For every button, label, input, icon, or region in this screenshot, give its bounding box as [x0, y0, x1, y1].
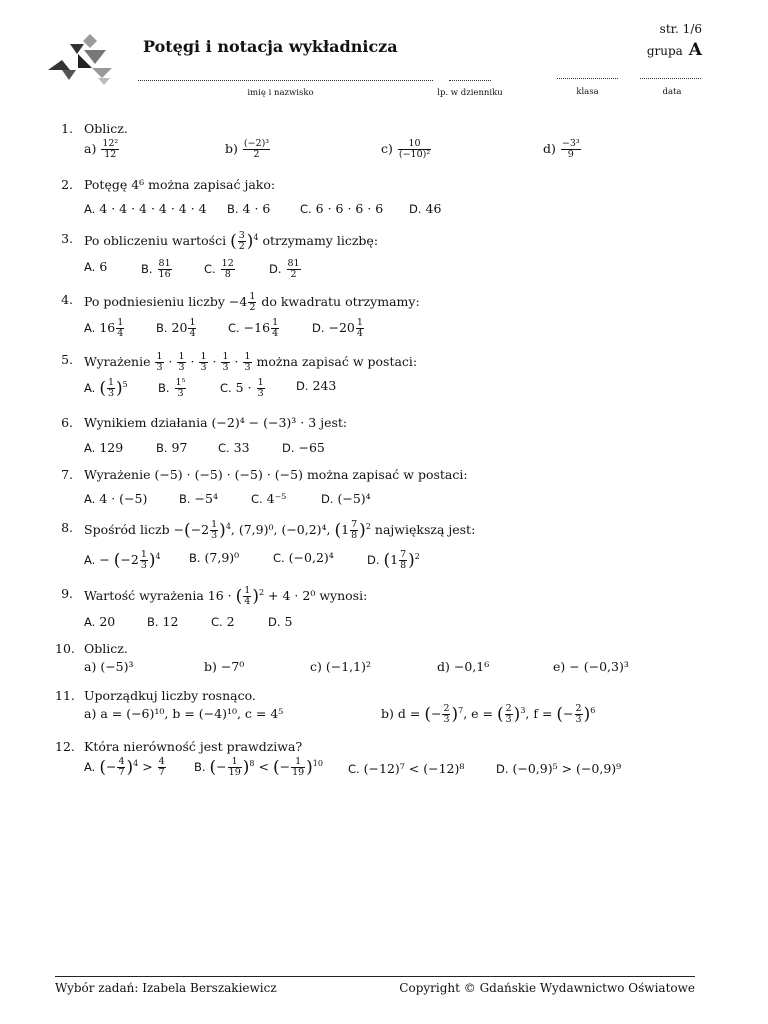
fraction-denominator: 19: [292, 766, 305, 778]
option-label: d): [437, 659, 450, 674]
option-value: −65: [298, 440, 325, 455]
fraction-denominator: 4: [117, 327, 124, 339]
option-letter: A.: [84, 552, 96, 567]
dot-operator: ·: [168, 353, 173, 369]
option-letter: D.: [321, 492, 334, 506]
option-letter: D.: [367, 552, 380, 567]
question-text: Po obliczeniu wartości: [84, 232, 227, 248]
variable-label: , e =: [463, 705, 497, 721]
option-value: 6: [99, 259, 108, 274]
fraction-denominator: 3: [211, 529, 218, 541]
option-letter: B.: [227, 202, 239, 216]
option-letter: A.: [84, 441, 96, 455]
option-value: 4 · 4 · 4 · 4 · 4 · 4: [99, 201, 207, 216]
question-text: Wartość wyrażenia: [84, 587, 204, 603]
option-label: d): [543, 140, 556, 156]
option-value: −7⁰: [220, 659, 245, 674]
fraction-numerator: 2: [575, 703, 582, 714]
fraction-numerator: 2: [443, 703, 450, 714]
option-value: 20: [99, 614, 116, 629]
footer-author: Wybór zadań: Izabela Berszakiewicz: [55, 981, 277, 995]
fraction-numerator: 1: [211, 519, 218, 530]
question-7: [55, 467, 715, 507]
fraction-denominator: 4: [272, 327, 279, 339]
option-value: (−5)³: [100, 659, 134, 674]
fraction-numerator: 1: [244, 351, 251, 362]
option-letter: B.: [156, 441, 168, 455]
exponent: 8: [249, 758, 255, 768]
option-letter: C.: [204, 261, 216, 276]
fraction-numerator: 1: [272, 317, 279, 328]
math-expression: 16 ·: [207, 587, 232, 603]
question-number: 7.: [61, 467, 73, 482]
option-letter: B.: [179, 492, 191, 506]
option-label: b): [204, 659, 217, 674]
fraction-numerator: 10: [398, 139, 431, 150]
option-value: 129: [99, 440, 124, 455]
comparison-sign: <: [258, 758, 269, 774]
option-value: 12: [162, 614, 179, 629]
question-text: Po podniesieniu liczby: [84, 293, 225, 309]
fraction-denominator: 12: [104, 148, 117, 160]
fraction-denominator: (−10)²: [398, 148, 431, 160]
question-text: Uporządkuj liczby rosnąco.: [84, 688, 256, 703]
minus-sign: −: [563, 705, 574, 721]
option-letter: D.: [282, 441, 295, 455]
option-value: 20: [171, 319, 188, 335]
question-6: [55, 415, 715, 455]
fraction-denominator: 3: [505, 713, 512, 725]
question-number: 12.: [55, 739, 75, 754]
number-field[interactable]: [449, 80, 491, 81]
math-expression: + 4 · 2⁰: [268, 587, 316, 603]
class-field[interactable]: [557, 78, 618, 79]
fraction-numerator: (−2)³: [243, 138, 270, 149]
question-number: 4.: [61, 292, 73, 307]
fraction-denominator: 3: [443, 713, 450, 725]
option-letter: C.: [228, 320, 240, 335]
fraction-denominator: 8: [400, 559, 407, 571]
question-number: 1.: [61, 121, 73, 136]
exponent: 6: [590, 705, 596, 715]
option-letter: B.: [141, 261, 153, 276]
question-4: [55, 292, 715, 342]
question-text: Wyrażenie: [84, 467, 151, 482]
option-letter: D.: [296, 379, 309, 393]
fraction-numerator: 1: [117, 317, 124, 328]
fraction-numerator: 81: [287, 258, 300, 269]
math-expression: , (7,9)⁰, (−0,2)⁴,: [230, 521, 331, 537]
minus-sign: −: [430, 705, 442, 721]
option-letter: A.: [84, 615, 96, 629]
fraction-denominator: 3: [200, 361, 207, 373]
fraction-numerator: 1: [249, 291, 256, 302]
mixed-number: −2: [190, 521, 210, 537]
option-value: 2: [226, 614, 235, 629]
option-letter: C.: [273, 551, 285, 565]
option-letter: C.: [211, 615, 223, 629]
option-value: (−1,1)²: [325, 659, 371, 674]
group-letter: A: [688, 40, 702, 60]
fraction-numerator: 1: [200, 351, 207, 362]
question-text: jest:: [320, 415, 348, 430]
option-value: −16: [243, 319, 271, 335]
fraction-numerator: 81: [158, 258, 171, 269]
fraction-denominator: 3: [156, 361, 163, 373]
fraction-denominator: 2: [253, 148, 260, 160]
dot-operator: ·: [212, 353, 217, 369]
mixed-number: −4: [228, 293, 248, 309]
option-letter: A.: [84, 260, 96, 274]
option-letter: D.: [268, 615, 281, 629]
fraction-denominator: 3: [575, 713, 582, 725]
fraction-denominator: 2: [249, 301, 256, 313]
fraction-denominator: 2: [290, 268, 297, 280]
question-number: 2.: [61, 177, 73, 192]
date-field[interactable]: [640, 78, 701, 79]
question-12: 12. Która nierówność jest prawdziwa? A. (− $\frac{4}{7}$ )$^4$ > $\frac{4}{7}$ B. (− $\frac{1}{19}$ )$^8$ < (− $\frac{1}{19}$ )$^{10}$ C. (−12)⁷ < (−12)⁸ D. (−0,9)⁵ > (−0,9)⁹: [55, 739, 622, 778]
question-number: 6.: [61, 415, 73, 430]
option-value: −5⁴: [194, 491, 218, 506]
option-letter: C.: [251, 492, 263, 506]
option-label: c): [381, 140, 393, 156]
minus-sign: −: [99, 551, 110, 567]
exponent: 4: [253, 232, 259, 242]
footer-divider: [55, 976, 695, 977]
exponent: 4: [155, 551, 161, 561]
question-text: można zapisać w postaci:: [306, 467, 468, 482]
minus-sign: −: [173, 521, 185, 537]
option-value: 6 · 6 · 6 · 6: [315, 201, 384, 216]
fraction-numerator: 1: [189, 317, 196, 328]
fraction-numerator: 3: [238, 230, 245, 241]
fraction-numerator: 4: [118, 756, 125, 767]
publisher-logo: [48, 34, 114, 86]
fraction-numerator: 1: [222, 351, 229, 362]
fraction-denominator: 8: [351, 529, 358, 541]
question-9: 9. Wartość wyrażenia 16 · ( $\frac{1}{4}$ )$^2$ + 4 · 2⁰ wynosi: A. 20 B. 12 C. 2 D. 5: [55, 586, 715, 630]
mixed-number: 1: [390, 551, 399, 567]
fraction-numerator: 1: [356, 317, 363, 328]
option-value: 4 · 6: [242, 201, 271, 216]
option-value: −20: [328, 319, 355, 335]
fraction-numerator: 7: [400, 549, 407, 560]
question-3: 3. Po obliczeniu wartości ( $\frac{3}{2}$ )$^4$ otrzymamy liczbę: A. 6 B. $\frac{81}{16}$ C. $\frac{12}{8}$ D. $\frac{81}{2}$: [55, 231, 715, 281]
option-letter: A.: [84, 759, 96, 774]
footer-copyright: Copyright © Gdańskie Wydawnictwo Oświatowe: [399, 981, 695, 995]
fraction-denominator: 7: [158, 766, 165, 778]
fraction-denominator: 8: [224, 268, 231, 280]
math-expression: (−2)⁴ − (−3)³ · 3: [211, 415, 317, 430]
number-label: lp. w dzienniku: [437, 88, 503, 98]
exponent: 4: [225, 521, 231, 531]
question-10: [55, 641, 715, 681]
date-label: data: [662, 87, 682, 97]
option-letter: D.: [409, 202, 422, 216]
exponent: 2: [365, 521, 371, 531]
fraction-numerator: 1: [257, 377, 264, 388]
option-value: 4 · (−5): [99, 491, 148, 506]
option-value: (−12)⁷ < (−12)⁸: [363, 761, 465, 776]
dot-operator: ·: [234, 353, 239, 369]
option-label: a): [84, 659, 97, 674]
question-1: [55, 121, 715, 165]
option-value: 46: [425, 201, 442, 216]
question-text: Oblicz.: [84, 121, 128, 136]
exponent: 5: [122, 379, 128, 389]
option-value: (−5)⁴: [337, 491, 371, 506]
question-2: [55, 177, 715, 217]
option-label: c): [310, 659, 322, 674]
page-number: str. 1/6: [659, 22, 702, 36]
option-value: 16: [99, 319, 116, 335]
fraction-numerator: 1: [156, 351, 163, 362]
fraction-numerator: 12²: [102, 138, 119, 149]
option-letter: B.: [147, 615, 159, 629]
option-letter: A.: [84, 320, 96, 335]
fraction-numerator: 1: [178, 351, 185, 362]
option-value: − (−0,3)³: [569, 659, 629, 674]
question-text: można zapisać w postaci:: [256, 353, 418, 369]
option-value: a = (−6)¹⁰, b = (−4)¹⁰, c = 4⁵: [100, 706, 284, 721]
fraction-denominator: 9: [567, 148, 574, 160]
variable-label: , f =: [525, 705, 557, 721]
name-field[interactable]: [138, 80, 433, 81]
fraction-numerator: 1: [140, 549, 147, 560]
exponent: 7: [458, 705, 464, 715]
question-number: 8.: [61, 520, 73, 535]
dot-operator: ·: [190, 353, 195, 369]
option-value: (−0,9)⁵ > (−0,9)⁹: [512, 761, 622, 776]
exponent: 4: [133, 758, 139, 768]
question-text: otrzymamy liczbę:: [262, 232, 379, 248]
option-value: (−0,2)⁴: [288, 550, 334, 565]
option-label: e): [553, 659, 566, 674]
fraction-denominator: 3: [257, 387, 264, 399]
fraction-denominator: 3: [140, 559, 147, 571]
option-letter: D.: [312, 320, 325, 335]
exponent: 2: [258, 587, 265, 597]
option-letter: D.: [496, 762, 509, 776]
question-text: największą jest:: [374, 521, 476, 537]
fraction-denominator: 3: [222, 361, 229, 373]
fraction-denominator: 4: [189, 327, 196, 339]
fraction-numerator: 2: [505, 703, 512, 714]
group-label: grupa: [646, 44, 683, 58]
question-text: Wyrażenie: [84, 353, 151, 369]
option-label: a): [84, 706, 97, 721]
question-text: Która nierówność jest prawdziwa?: [84, 739, 303, 754]
fraction-denominator: 19: [228, 766, 241, 778]
exponent: 3: [520, 705, 526, 715]
fraction-numerator: 1: [291, 757, 305, 768]
question-number: 11.: [55, 688, 75, 703]
comparison-sign: >: [142, 758, 153, 774]
option-letter: B.: [194, 759, 206, 774]
option-letter: B.: [158, 380, 170, 395]
exponent: 2: [414, 551, 420, 561]
option-value: (7,9)⁰: [204, 550, 240, 565]
option-label: b): [225, 140, 238, 156]
question-number: 9.: [61, 586, 73, 601]
fraction-numerator: 1: [228, 757, 242, 768]
option-letter: A.: [84, 202, 96, 216]
option-letter: B.: [156, 320, 168, 335]
option-letter: C.: [348, 762, 360, 776]
option-letter: D.: [269, 261, 282, 276]
question-text: wynosi:: [319, 587, 368, 603]
option-value: −0,1⁶: [453, 659, 490, 674]
fraction-numerator: 7: [351, 519, 358, 530]
question-11: 11. Uporządkuj liczby rosnąco. a) a = (−6)¹⁰, b = (−4)¹⁰, c = 4⁵ b) d = (− $\frac{2}{3}$ )$^7$, e = ( $\frac{2}{3}$ )$^3$, f = (− $\frac{2}{3}$ )$^6$: [55, 688, 596, 725]
worksheet-title: Potęgi i notacja wykładnicza: [143, 37, 398, 56]
question-number: 5.: [61, 352, 73, 367]
question-number: 3.: [61, 231, 73, 246]
option-value: 97: [171, 440, 188, 455]
fraction-denominator: 3: [178, 361, 185, 373]
fraction-denominator: 3: [107, 387, 114, 399]
question-number: 10.: [55, 641, 75, 656]
fraction-denominator: 3: [244, 361, 251, 373]
question-text: do kwadratu otrzymamy:: [261, 293, 420, 309]
variable-label: d =: [397, 705, 425, 721]
option-letter: B.: [189, 551, 201, 565]
fraction-numerator: −3³: [561, 138, 580, 149]
fraction-numerator: 1: [244, 585, 251, 596]
fraction-denominator: 4: [356, 327, 363, 339]
group-indicator: [647, 40, 702, 60]
question-text: Potęgę 4⁶ można zapisać jako:: [84, 177, 276, 192]
option-letter: A.: [84, 492, 96, 506]
fraction-numerator: 12: [221, 258, 234, 269]
question-text: Spośród liczb: [84, 521, 170, 537]
question-text: Oblicz.: [84, 641, 128, 656]
option-label: a): [84, 140, 97, 156]
fraction-denominator: 7: [118, 766, 125, 778]
question-text: Wynikiem działania: [84, 415, 208, 430]
name-label: imię i nazwisko: [247, 88, 314, 98]
fraction-denominator: 2: [238, 240, 245, 252]
math-expression: (−5) · (−5) · (−5) · (−5): [154, 467, 303, 482]
question-8: 8. Spośród liczb −(−2 $\frac{1}{3}$ )$^4$, (7,9)⁰, (−0,2)⁴, (1 $\frac{7}{8}$ )$^2$ największą jest: A. − (−2 $\frac{1}{3}$ )$^4$ B. (7,9)⁰ C. (−0,2)⁴ D. (1 $\frac{7}{8}$ )$^2$: [55, 520, 715, 576]
fraction-denominator: 4: [244, 595, 251, 607]
option-value: 243: [312, 378, 337, 393]
option-value: 4⁻⁵: [266, 491, 287, 506]
option-letter: A.: [84, 380, 96, 395]
option-letter: C.: [218, 441, 230, 455]
option-value: 5 ·: [235, 379, 252, 395]
option-letter: C.: [220, 380, 232, 395]
option-value: 5: [284, 614, 293, 629]
mixed-number: −2: [120, 551, 139, 567]
class-label: klasa: [576, 87, 599, 97]
option-letter: C.: [300, 202, 312, 216]
option-value: 33: [233, 440, 250, 455]
mixed-number: 1: [341, 521, 350, 537]
fraction-numerator: 1⁵: [175, 377, 186, 388]
exponent: 10: [312, 758, 323, 768]
fraction-denominator: 3: [177, 387, 184, 399]
fraction-numerator: 4: [158, 756, 165, 767]
option-label: b): [381, 705, 394, 721]
question-5: 5. Wyrażenie $\frac{1}{3}$ · $\frac{1}{3}$ · $\frac{1}{3}$ · $\frac{1}{3}$ · $\frac{1}{3}$ można zapisać w postaci: A. ( $\frac{1}{3}$ )$^5$ B. $\frac{\text{1⁵}}{3}$ C. 5 · $\frac{1}{3}$ D. 243: [55, 352, 715, 404]
fraction-denominator: 16: [158, 268, 171, 280]
fraction-numerator: 1: [107, 377, 114, 388]
